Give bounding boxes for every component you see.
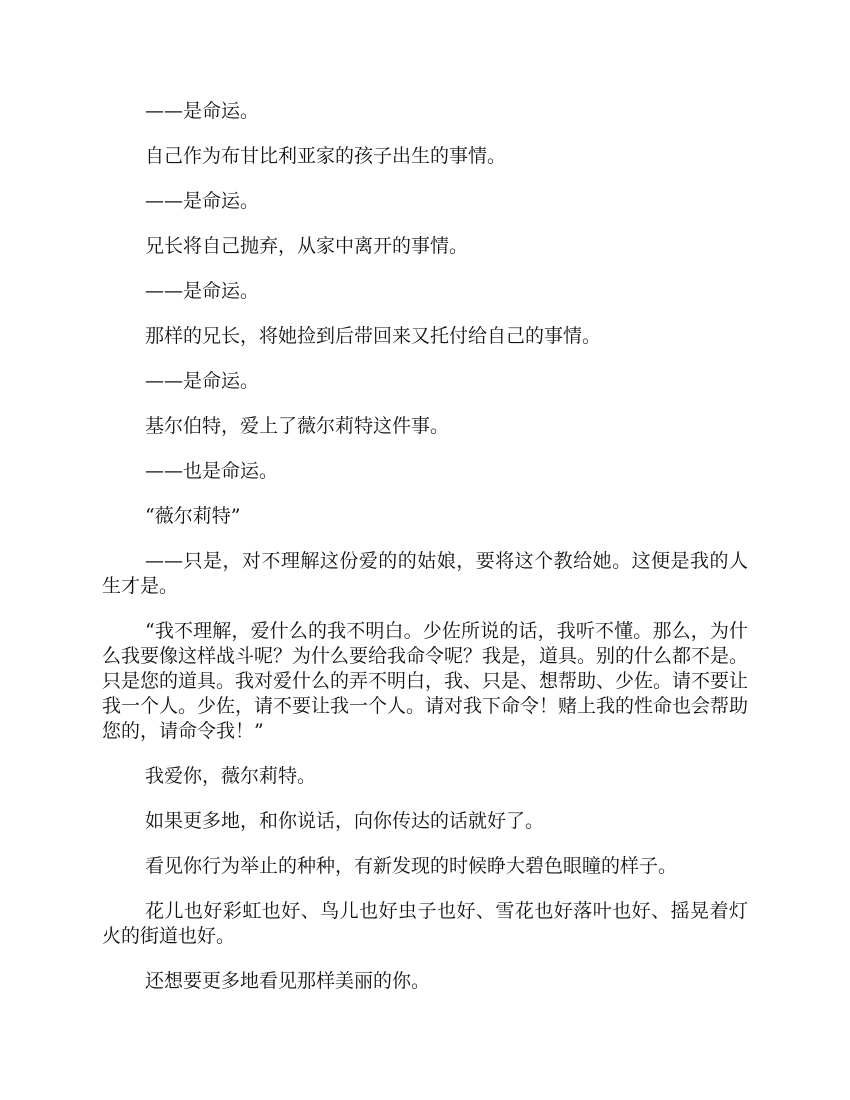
paragraph: ——是命运。	[145, 280, 260, 302]
paragraph: ——也是命运。	[145, 460, 279, 482]
paragraph: ——是命运。	[145, 100, 260, 122]
paragraph: ——是命运。	[145, 190, 260, 212]
paragraph: ——只是，对不理解这份爱的的姑娘，要将这个教给她。这便是我的人生才是。	[102, 550, 748, 597]
paragraph: 自己作为布甘比利亚家的孩子出生的事情。	[145, 145, 507, 167]
paragraph: 基尔伯特，爱上了薇尔莉特这件事。	[145, 415, 450, 437]
paragraph: 我爱你，薇尔莉特。	[145, 765, 317, 787]
paragraph: ——是命运。	[145, 370, 260, 392]
paragraph: “我不理解，爱什么的我不明白。少佐所说的话，我听不懂。那么，为什么我要像这样战斗呢？为什么要给我命令呢？我是，道具。别的什么都不是。只是您的道具。我对爱什么的弄不明白，我、只是、想帮助、少佐。请不要让我一个人。少佐，请不要让我一个人。请对我下命令！赌上我的性命也会帮助您的，请命令我！”	[102, 620, 749, 742]
paragraph: 看见你行为举止的种种，有新发现的时候睁大碧色眼瞳的样子。	[145, 855, 678, 877]
paragraph: 兄长将自己抛弃，从家中离开的事情。	[145, 235, 469, 257]
paragraph: 那样的兄长，将她捡到后带回来又托付给自己的事情。	[145, 325, 602, 347]
paragraph: 花儿也好彩虹也好、鸟儿也好虫子也好、雪花也好落叶也好、摇晃着灯火的街道也好。	[102, 900, 748, 947]
paragraph: 还想要更多地看见那样美丽的你。	[145, 970, 431, 992]
paragraph: “薇尔莉特”	[145, 505, 241, 527]
paragraph: 如果更多地，和你说话，向你传达的话就好了。	[145, 810, 545, 832]
document-body	[102, 99, 748, 1014]
